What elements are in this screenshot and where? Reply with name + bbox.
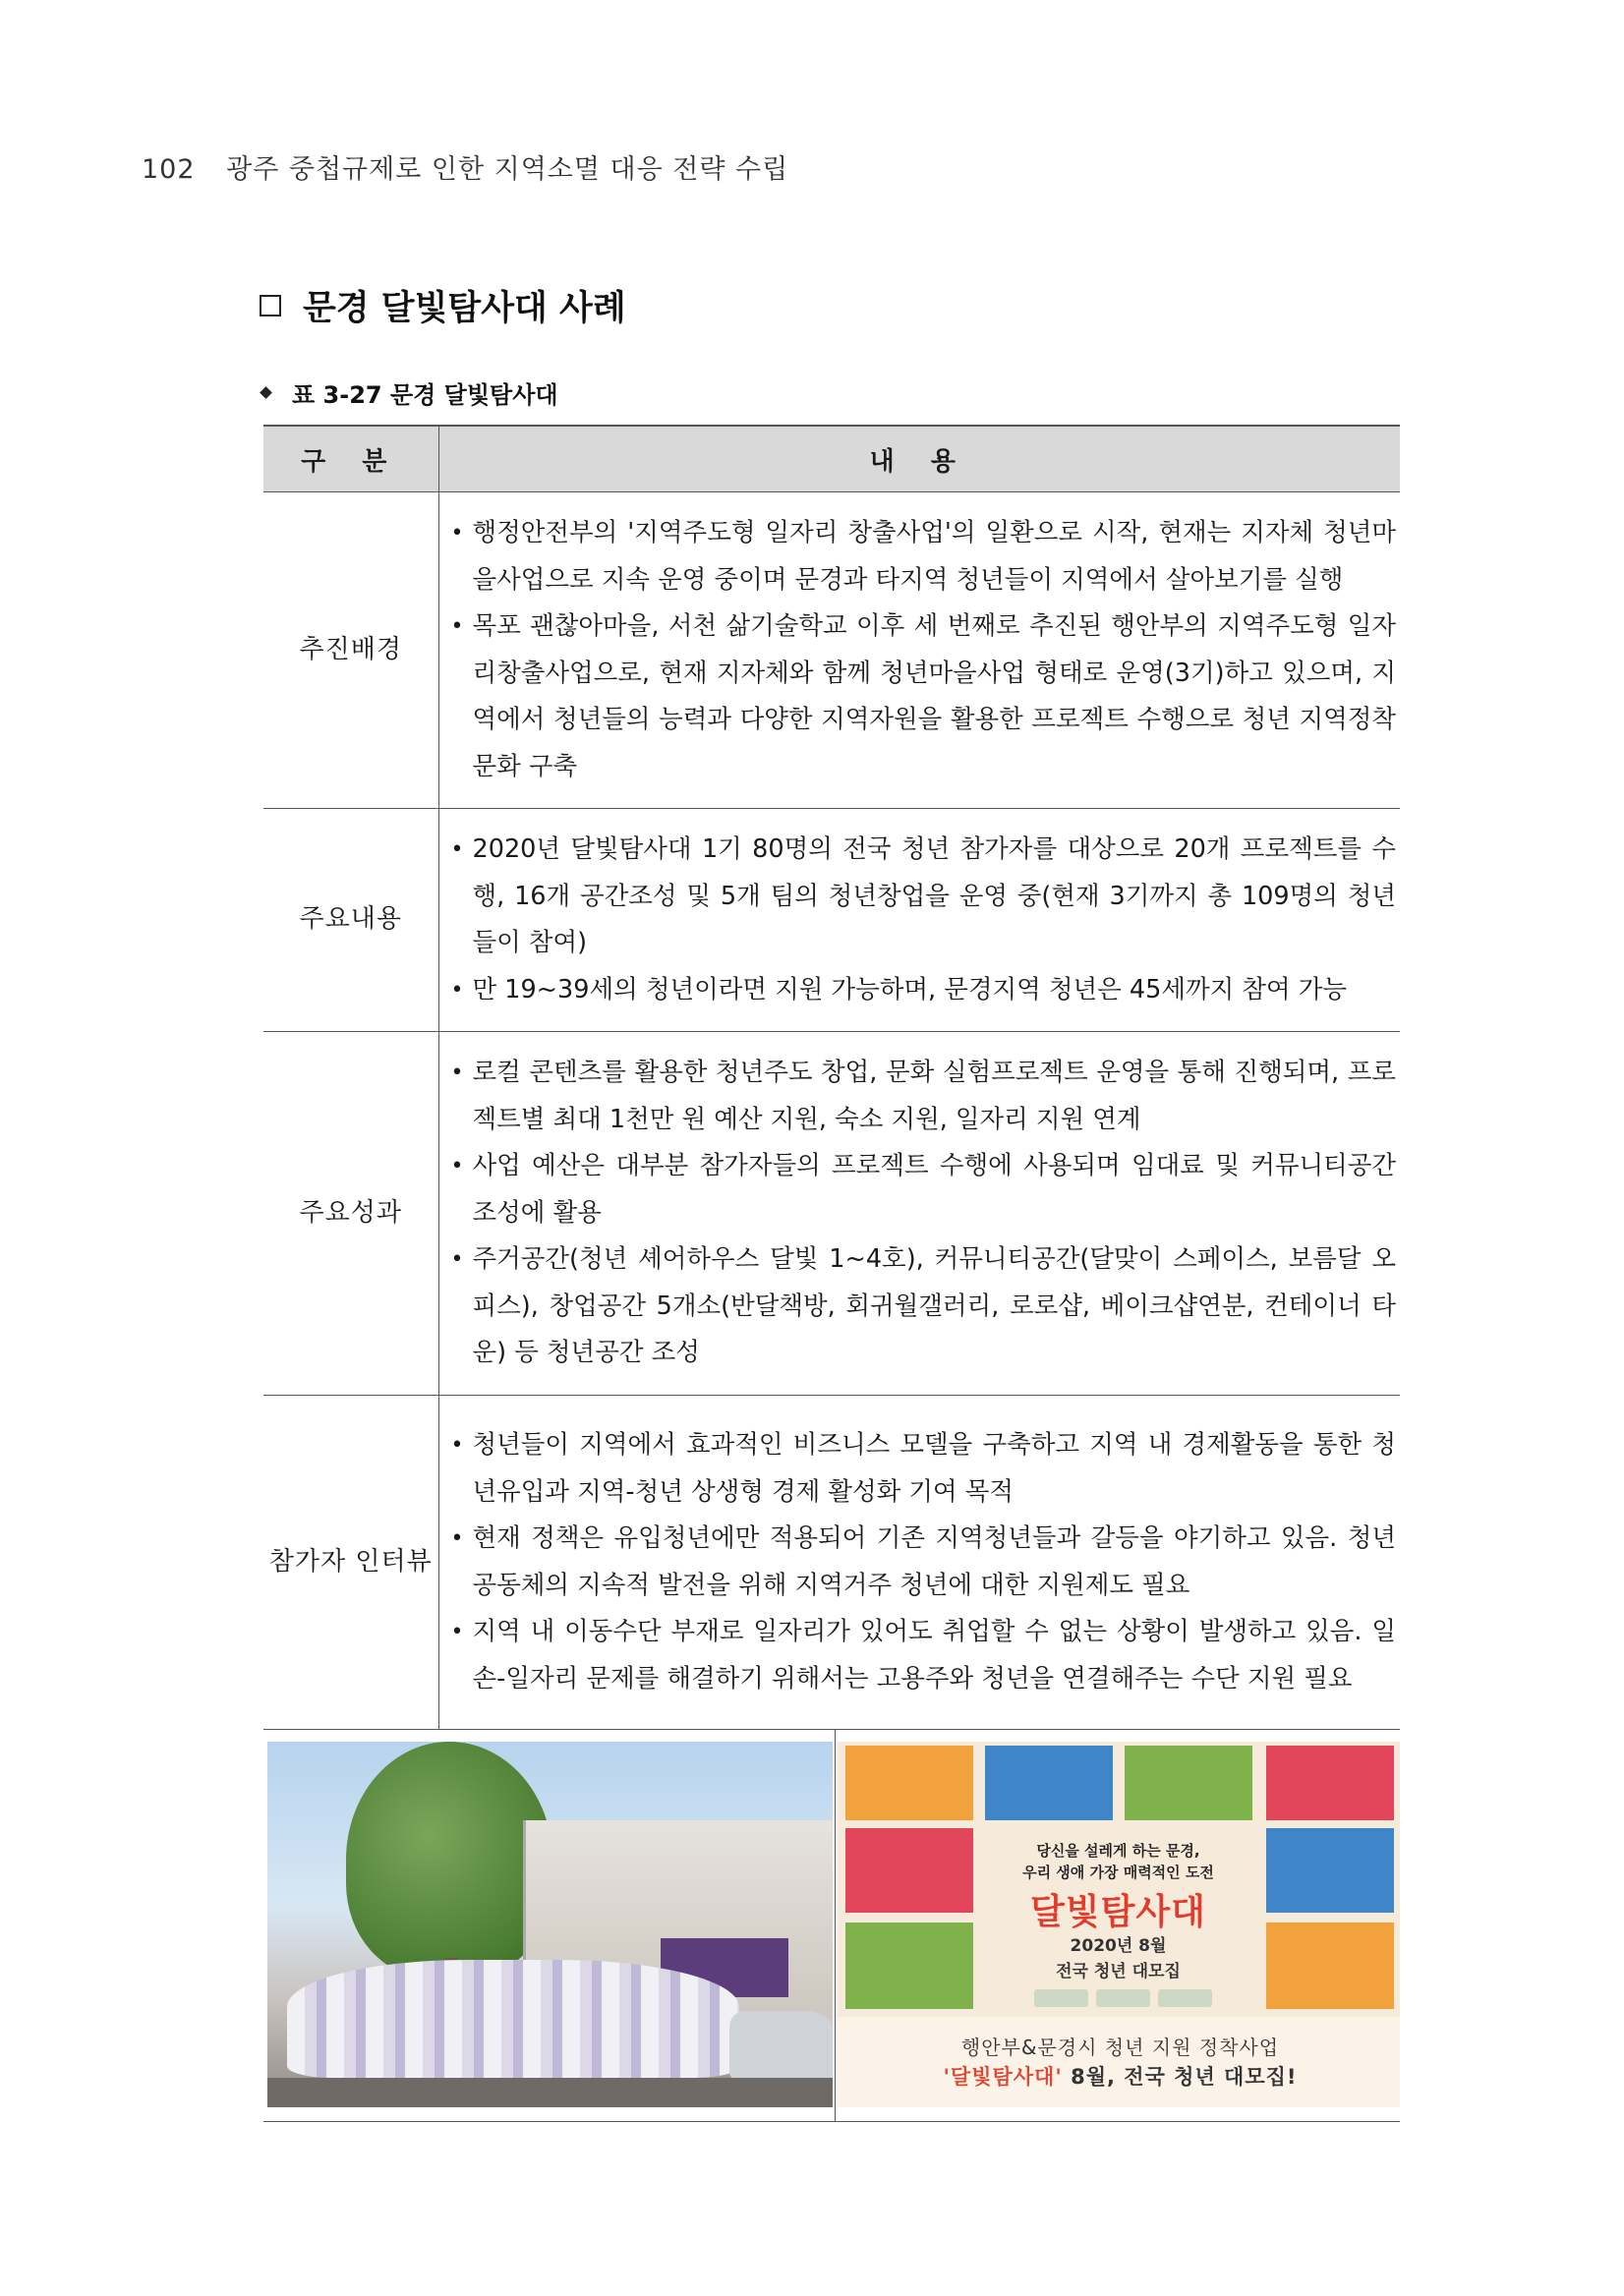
poster-portrait-tile bbox=[1125, 1746, 1252, 1820]
document-title: 광주 중첩규제로 인한 지역소멸 대응 전략 수립 bbox=[226, 154, 789, 185]
poster-sponsor-logos bbox=[1034, 1989, 1211, 2007]
diamond-bullet-icon bbox=[260, 386, 272, 399]
list-item: • 목포 괜찮아마을, 서천 삶기술학교 이후 세 번째로 추진된 행안부의 지역주도형 일자리창출사업으로, 현재 지자체와 함께 청년마을사업 형태로 운영(3기)하고 있으며, 지역에서 청년들의 능력과 다양한 지역자원을 활용한 프로젝트 수행으로 청년 지역정착문화 구축 bbox=[449, 603, 1397, 790]
poster-portrait-tile bbox=[1266, 1923, 1394, 2009]
list-item: • 로컬 콘텐츠를 활용한 청년주도 창업, 문화 실험프로젝트 운영을 통해 진행되며, 프로젝트별 최대 1천만 원 예산 지원, 숙소 지원, 일자리 지원 연계 bbox=[449, 1050, 1397, 1143]
list-item: • 지역 내 이동수단 부재로 일자리가 있어도 취업할 수 없는 상황이 발생하고 있음. 일손-일자리 문제를 해결하기 위해서는 고용주와 청년을 연결해주는 수단 지원 필요 bbox=[449, 1609, 1397, 1702]
poster-recruit bbox=[985, 1933, 1250, 1984]
checkbox-bullet-icon bbox=[260, 295, 281, 316]
poster-caption-rest: 8월, 전국 청년 대모집! bbox=[1062, 2065, 1298, 2089]
table-caption bbox=[261, 375, 558, 410]
photo-participants bbox=[287, 1960, 739, 2078]
photo-tree bbox=[346, 1742, 552, 1978]
row-category: 참가자 인터뷰 bbox=[263, 1396, 438, 1730]
table-row bbox=[263, 1032, 1400, 1396]
running-header bbox=[142, 147, 788, 186]
table-row bbox=[263, 809, 1400, 1032]
table-caption-text: 표 3-27 문경 달빛탐사대 bbox=[292, 381, 558, 409]
poster-recruit-text: 전국 청년 대모집 bbox=[1056, 1962, 1181, 1981]
case-table bbox=[263, 425, 1400, 2122]
list-item: • 주거공간(청년 셰어하우스 달빛 1~4호), 커뮤니티공간(달맞이 스페이스, 보름달 오피스), 창업공간 5개소(반달책방, 회귀월갤러리, 로로샵, 베이크샵연분, 컨테이너 타운) 등 청년공간 조성 bbox=[449, 1236, 1397, 1377]
poster-caption-highlight: '달빛탐사대' bbox=[943, 2065, 1063, 2089]
poster-portrait-tile bbox=[845, 1923, 973, 2009]
section-title-text: 문경 달빛탐사대 사례 bbox=[303, 289, 626, 328]
row-category: 주요성과 bbox=[263, 1032, 438, 1396]
photo-road bbox=[267, 2078, 833, 2107]
poster-headline bbox=[985, 1840, 1250, 1883]
poster-brand: 달빛탐사대 bbox=[1030, 1892, 1206, 1932]
poster-date: 2020년 8월 bbox=[1070, 1936, 1167, 1956]
image-row bbox=[263, 1730, 1400, 2122]
list-item: • 현재 정책은 유입청년에만 적용되어 기존 지역청년들과 갈등을 야기하고 있음. 청년공동체의 지속적 발전을 위해 지역거주 청년에 대한 지원제도 필요 bbox=[449, 1516, 1397, 1609]
row-content bbox=[438, 1032, 1400, 1396]
photo-car bbox=[729, 2011, 833, 2080]
table-header-row bbox=[263, 426, 1400, 492]
poster-portrait-tile bbox=[985, 1746, 1113, 1820]
poster-caption-line2 bbox=[838, 2054, 1400, 2101]
table-row bbox=[263, 492, 1400, 809]
poster-caption-line1: 행안부&문경시 청년 지원 정착사업 bbox=[960, 2036, 1280, 2059]
list-item: • 2020년 달빛탐사대 1기 80명의 전국 청년 참가자를 대상으로 20개 프로젝트를 수행, 16개 공간조성 및 5개 팀의 청년창업을 운영 중(현재 3기까지 총 109명의 청년들이 참여) bbox=[449, 827, 1397, 967]
table-row bbox=[263, 1396, 1400, 1730]
list-item: • 사업 예산은 대부분 참가자들의 프로젝트 수행에 사용되며 임대료 및 커뮤니티공간 조성에 활용 bbox=[449, 1143, 1397, 1236]
row-content bbox=[438, 1396, 1400, 1730]
image-divider bbox=[835, 1730, 837, 2121]
poster-portrait-tile bbox=[1266, 1828, 1394, 1913]
recruitment-poster bbox=[838, 1742, 1400, 2107]
group-photo bbox=[267, 1742, 833, 2107]
row-category: 주요내용 bbox=[263, 809, 438, 1032]
list-item: • 행정안전부의 '지역주도형 일자리 창출사업'의 일환으로 시작, 현재는 지자체 청년마을사업으로 지속 운영 중이며 문경과 타지역 청년들이 지역에서 살아보기를 실행 bbox=[449, 510, 1397, 603]
poster-headline-line: 당신을 설레게 하는 문경, bbox=[1036, 1842, 1200, 1860]
row-content bbox=[438, 809, 1400, 1032]
image-cell bbox=[263, 1730, 1400, 2122]
list-item: • 청년들이 지역에서 효과적인 비즈니스 모델을 구축하고 지역 내 경제활동을 통한 청년유입과 지역-청년 상생형 경제 활성화 기여 목적 bbox=[449, 1422, 1397, 1516]
row-category: 추진배경 bbox=[263, 492, 438, 809]
column-header-content: 내 용 bbox=[438, 426, 1400, 492]
poster-portrait-tile bbox=[1266, 1746, 1394, 1820]
section-heading bbox=[260, 281, 626, 330]
poster-portrait-tile bbox=[845, 1746, 973, 1820]
poster-portrait-tile bbox=[845, 1828, 973, 1913]
list-item: • 만 19~39세의 청년이라면 지원 가능하며, 문경지역 청년은 45세까지 참여 가능 bbox=[449, 967, 1397, 1014]
poster-headline-line: 우리 생애 가장 매력적인 도전 bbox=[1022, 1864, 1214, 1881]
row-content bbox=[438, 492, 1400, 809]
page-number: 102 bbox=[142, 154, 196, 185]
column-header-category: 구 분 bbox=[263, 426, 438, 492]
